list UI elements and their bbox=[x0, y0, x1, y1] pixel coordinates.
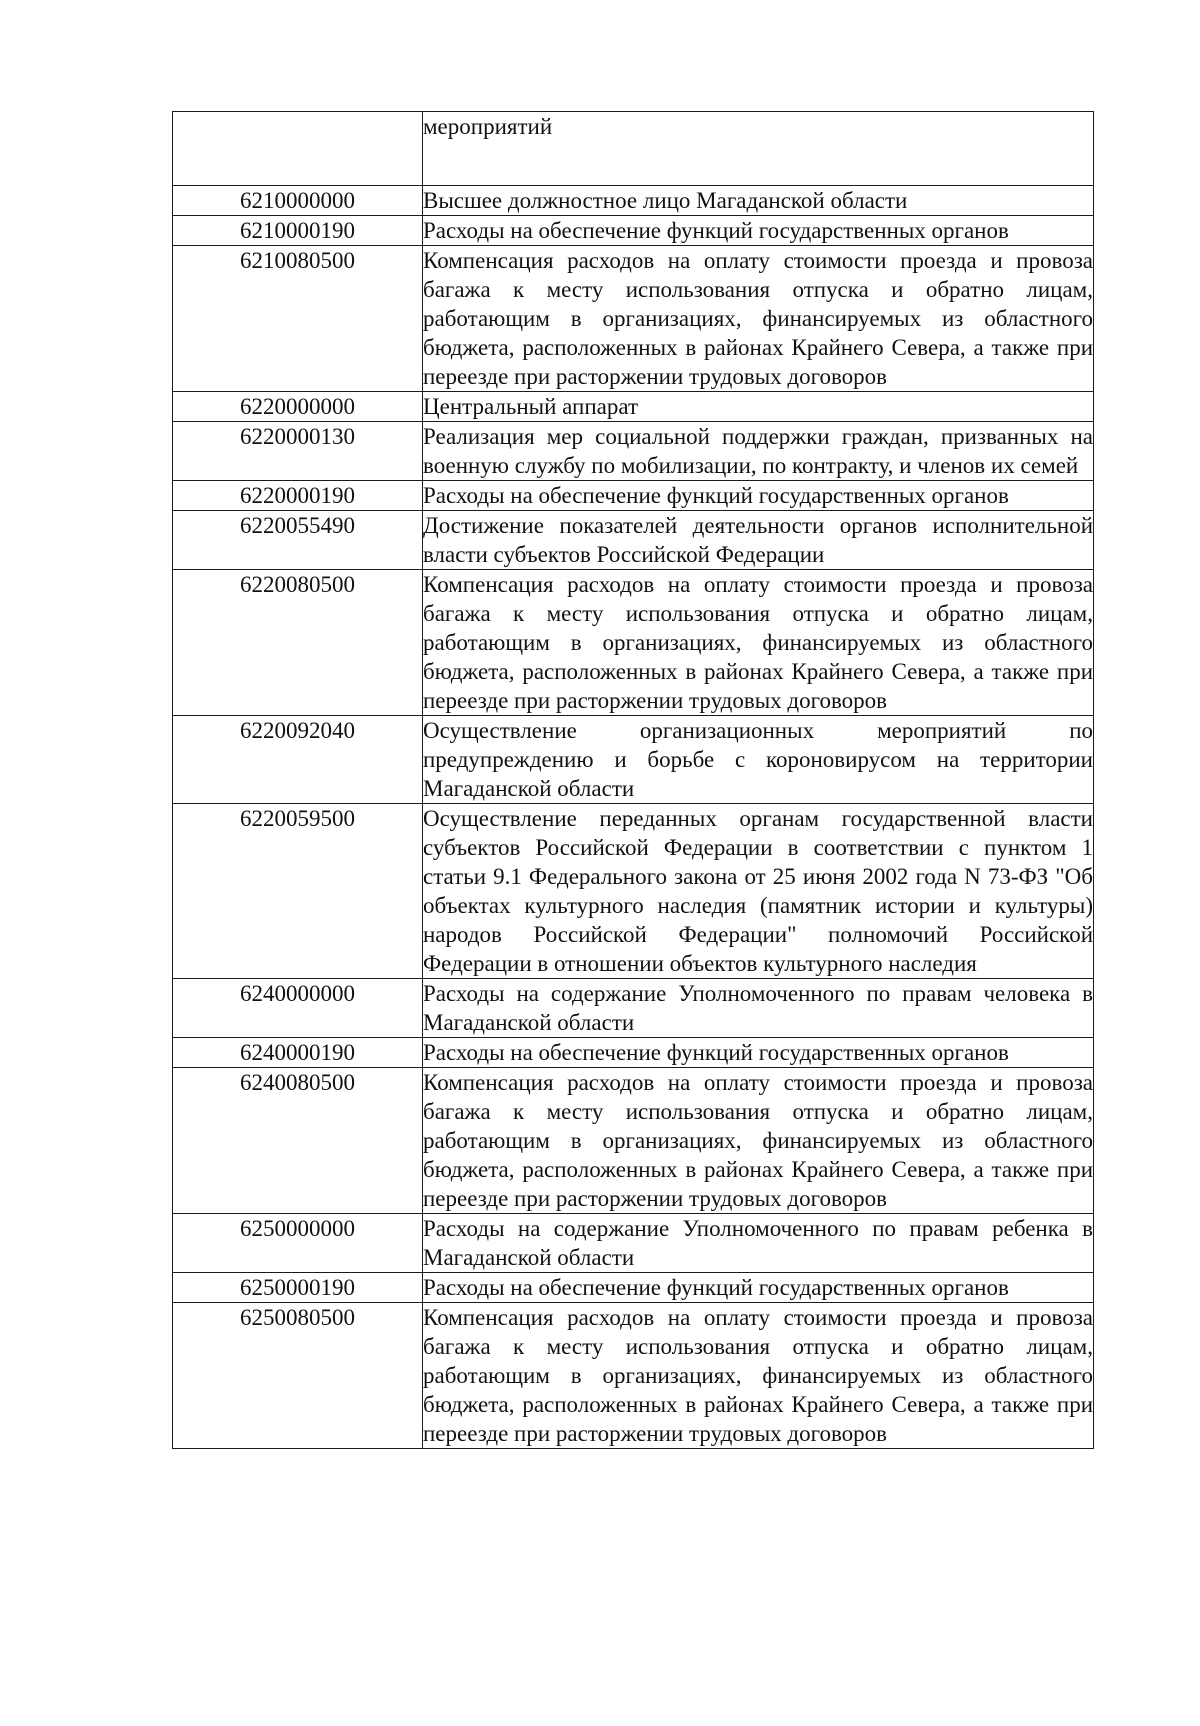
code-cell: 6220092040 bbox=[173, 716, 423, 804]
code-cell: 6250000190 bbox=[173, 1273, 423, 1303]
table-row bbox=[173, 186, 1094, 216]
description-cell: Компенсация расходов на оплату стоимости проезда и провоза багажа к месту использования отпуска и обратно лицам, работающим в организациях, финансируемых из областного бюджета, расположенных в районах Крайнего Севера, а также при переезде при расторжении трудовых договоров bbox=[423, 1068, 1094, 1214]
description-cell: Расходы на содержание Уполномоченного по правам ребенка в Магаданской области bbox=[423, 1214, 1094, 1273]
description-cell: Компенсация расходов на оплату стоимости проезда и провоза багажа к месту использования отпуска и обратно лицам, работающим в организациях, финансируемых из областного бюджета, расположенных в районах Крайнего Севера, а также при переезде при расторжении трудовых договоров bbox=[423, 246, 1094, 392]
code-cell: 6240000000 bbox=[173, 979, 423, 1038]
table-row bbox=[173, 1214, 1094, 1273]
description-cell: Достижение показателей деятельности органов исполнительной власти субъектов Российской Федерации bbox=[423, 511, 1094, 570]
table-row bbox=[173, 716, 1094, 804]
description-cell: Реализация мер социальной поддержки граждан, призванных на военную службу по мобилизации, по контракту, и членов их семей bbox=[423, 422, 1094, 481]
table-row bbox=[173, 246, 1094, 392]
description-cell: Компенсация расходов на оплату стоимости проезда и провоза багажа к месту использования отпуска и обратно лицам, работающим в организациях, финансируемых из областного бюджета, расположенных в районах Крайнего Севера, а также при переезде при расторжении трудовых договоров bbox=[423, 570, 1094, 716]
description-cell: Расходы на обеспечение функций государственных органов bbox=[423, 1038, 1094, 1068]
code-cell bbox=[173, 112, 423, 186]
table-row bbox=[173, 392, 1094, 422]
code-cell: 6220000130 bbox=[173, 422, 423, 481]
description-cell: Компенсация расходов на оплату стоимости проезда и провоза багажа к месту использования отпуска и обратно лицам, работающим в организациях, финансируемых из областного бюджета, расположенных в районах Крайнего Севера, а также при переезде при расторжении трудовых договоров bbox=[423, 1303, 1094, 1449]
code-cell: 6220080500 bbox=[173, 570, 423, 716]
description-cell: Расходы на обеспечение функций государственных органов bbox=[423, 1273, 1094, 1303]
table-row bbox=[173, 1303, 1094, 1449]
description-cell: Расходы на обеспечение функций государственных органов bbox=[423, 216, 1094, 246]
table-row bbox=[173, 570, 1094, 716]
code-cell: 6210000000 bbox=[173, 186, 423, 216]
budget-classification-table bbox=[172, 111, 1094, 1449]
table-row bbox=[173, 112, 1094, 186]
table-row bbox=[173, 422, 1094, 481]
code-cell: 6220055490 bbox=[173, 511, 423, 570]
code-cell: 6210000190 bbox=[173, 216, 423, 246]
description-cell: Осуществление переданных органам государственной власти субъектов Российской Федерации в соответствии с пунктом 1 статьи 9.1 Федерального закона от 25 июня 2002 года N 73-ФЗ "Об объектах культурного наследия (памятник истории и культуры) народов Российской Федерации" полномочий Российской Федерации в отношении объектов культурного наследия bbox=[423, 804, 1094, 979]
description-cell: Расходы на содержание Уполномоченного по правам человека в Магаданской области bbox=[423, 979, 1094, 1038]
table-row bbox=[173, 1273, 1094, 1303]
table-row bbox=[173, 511, 1094, 570]
code-cell: 6250080500 bbox=[173, 1303, 423, 1449]
code-cell: 6250000000 bbox=[173, 1214, 423, 1273]
table-row bbox=[173, 216, 1094, 246]
description-cell: Центральный аппарат bbox=[423, 392, 1094, 422]
code-cell: 6220059500 bbox=[173, 804, 423, 979]
description-cell: Расходы на обеспечение функций государственных органов bbox=[423, 481, 1094, 511]
code-cell: 6240080500 bbox=[173, 1068, 423, 1214]
table-row bbox=[173, 1068, 1094, 1214]
table-row bbox=[173, 1038, 1094, 1068]
code-cell: 6240000190 bbox=[173, 1038, 423, 1068]
description-cell: Высшее должностное лицо Магаданской области bbox=[423, 186, 1094, 216]
code-cell: 6220000190 bbox=[173, 481, 423, 511]
table-row bbox=[173, 979, 1094, 1038]
description-cell: Осуществление организационных мероприятий по предупреждению и борьбе с короновирусом на территории Магаданской области bbox=[423, 716, 1094, 804]
table-row bbox=[173, 804, 1094, 979]
description-cell: мероприятий bbox=[423, 112, 1094, 186]
code-cell: 6220000000 bbox=[173, 392, 423, 422]
code-cell: 6210080500 bbox=[173, 246, 423, 392]
table-row bbox=[173, 481, 1094, 511]
